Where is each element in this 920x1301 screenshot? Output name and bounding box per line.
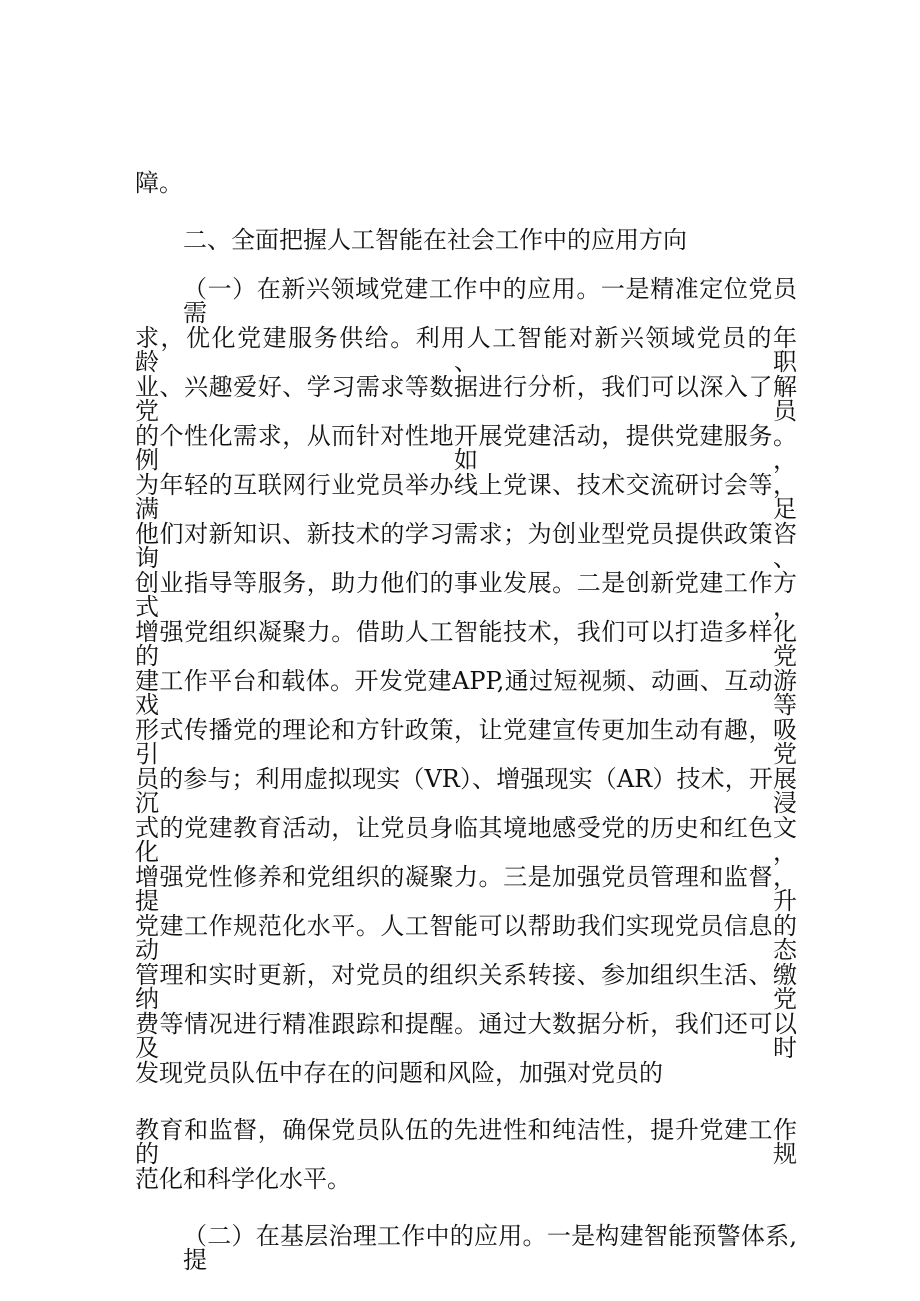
text-line: 障。 xyxy=(135,169,183,197)
text-line: 建工作平台和载体。开发党建APP,通过短视频、动画、互动游戏等 xyxy=(135,667,797,719)
text-line: 员的参与；利用虚拟现实（VR）、增强现实（AR）技术，开展沉浸 xyxy=(135,765,797,817)
text-line: 的个性化需求，从而针对性地开展党建活动，提供党建服务。例如， xyxy=(135,422,797,474)
text-line: 管理和实时更新，对党员的组织关系转接、参加组织生活、缴纳党 xyxy=(135,961,797,1013)
text-line: 为年轻的互联网行业党员举办线上党课、技术交流研讨会等，满足 xyxy=(135,471,797,523)
text-line: 求，优化党建服务供给。利用人工智能对新兴领域党员的年龄、职 xyxy=(135,324,797,376)
text-line: 费等情况进行精准跟踪和提醒。通过大数据分析，我们还可以及时 xyxy=(135,1010,797,1062)
section-heading: 二、全面把握人工智能在社会工作中的应用方向 xyxy=(183,226,687,254)
text-line: 发现党员队伍中存在的问题和风险，加强对党员的 xyxy=(135,1059,663,1087)
subsection-opening-line: （一）在新兴领域党建工作中的应用。一是精准定位党员需 xyxy=(183,275,797,327)
text-line: 式的党建教育活动，让党员身临其境地感受党的历史和红色文化， xyxy=(135,814,797,866)
subsection-opening-line: （二）在基层治理工作中的应用。一是构建智能预警体系,提 xyxy=(183,1222,797,1274)
text-line: 形式传播党的理论和方针政策，让党建宣传更加生动有趣，吸引党 xyxy=(135,716,797,768)
text-line: 他们对新知识、新技术的学习需求；为创业型党员提供政策咨询、 xyxy=(135,520,797,572)
text-line: 创业指导等服务，助力他们的事业发展。二是创新党建工作方式， xyxy=(135,569,797,621)
text-line: 范化和科学化水平。 xyxy=(135,1165,351,1193)
text-line: 增强党组织凝聚力。借助人工智能技术，我们可以打造多样化的党 xyxy=(135,618,797,670)
text-line: 党建工作规范化水平。人工智能可以帮助我们实现党员信息的动态 xyxy=(135,912,797,964)
text-line: 教育和监督，确保党员队伍的先进性和纯洁性，提升党建工作的规 xyxy=(135,1116,797,1168)
text-line: 业、兴趣爱好、学习需求等数据进行分析，我们可以深入了解党员 xyxy=(135,373,797,425)
text-line: 增强党性修养和党组织的凝聚力。三是加强党员管理和监督，提升 xyxy=(135,863,797,915)
